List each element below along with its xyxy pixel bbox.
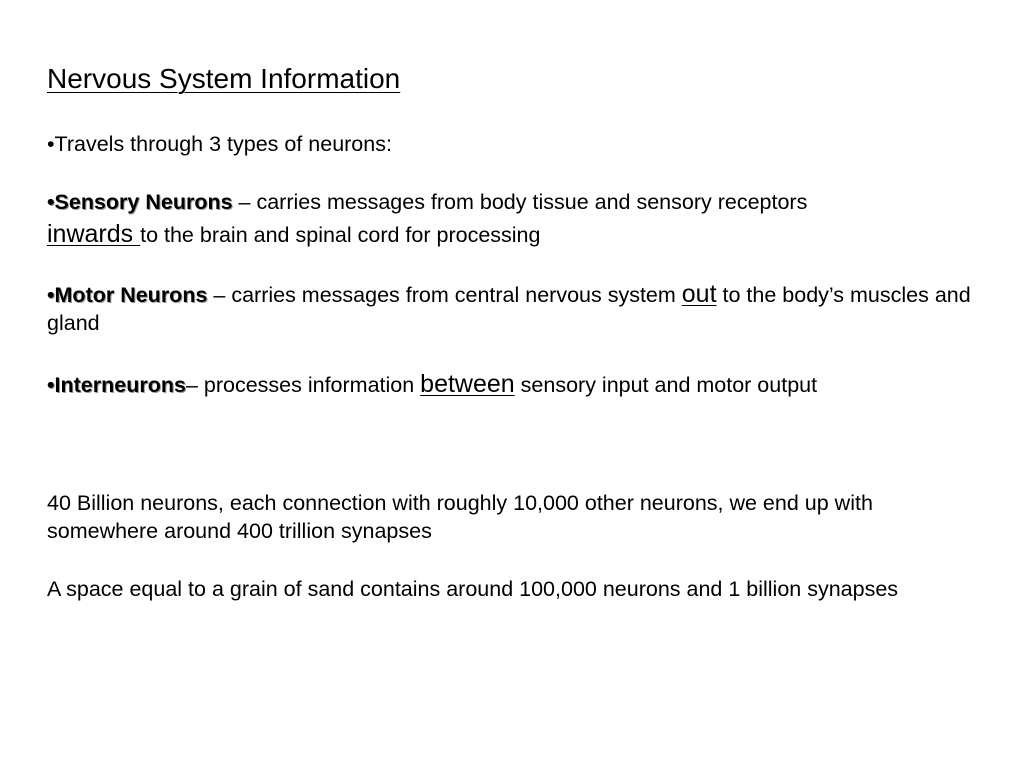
sensory-neurons-term: •Sensory Neurons	[47, 190, 233, 214]
motor-emphasis: out	[681, 280, 717, 308]
sensory-neurons-text-end: to the brain and spinal cord for processing	[140, 223, 541, 247]
interneurons-bullet	[47, 370, 977, 399]
motor-neurons-bullet	[47, 280, 977, 337]
intro-bullet: •Travels through 3 types of neurons:	[47, 132, 392, 156]
sensory-neurons-bullet	[47, 186, 977, 251]
interneurons-text-end: sensory input and motor output	[514, 373, 818, 397]
neuron-count-fact: 40 Billion neurons, each connection with roughly 10,000 other neurons, we end up with somewhere around 400 trillion synapses	[47, 491, 873, 543]
motor-neurons-text: – carries messages from central nervous system	[207, 283, 682, 307]
interneurons-text: – processes information	[185, 373, 421, 397]
slide-title: Nervous System Information	[47, 63, 401, 94]
interneurons-term: •Interneurons	[47, 373, 186, 397]
grain-of-sand-fact: A space equal to a grain of sand contains around 100,000 neurons and 1 billion synapses	[47, 577, 899, 601]
sensory-emphasis: inwards	[47, 220, 141, 248]
motor-neurons-text-end: to the body’s muscles and gland	[47, 283, 971, 335]
motor-neurons-term: •Motor Neurons	[47, 283, 208, 307]
sensory-neurons-text: – carries messages from body tissue and sensory receptors	[232, 190, 808, 214]
inter-emphasis: between	[420, 370, 515, 398]
